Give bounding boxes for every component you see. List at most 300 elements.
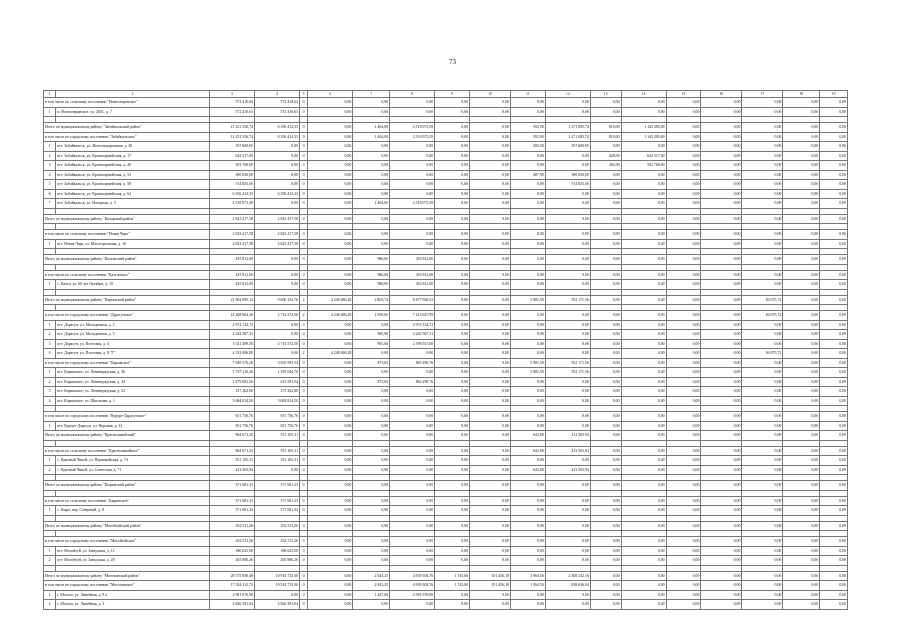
table-cell: 3 684 814,50 xyxy=(254,396,299,406)
table-cell: 0,00 xyxy=(254,170,299,180)
table-cell: 0,00 xyxy=(308,546,353,556)
table-cell: 0,00 xyxy=(308,590,353,600)
table-cell: 0,00 xyxy=(820,571,848,581)
table-cell: 0,00 xyxy=(470,255,511,265)
column-number-10: 10 xyxy=(470,91,511,98)
table-cell: 0,00 xyxy=(510,506,545,516)
table-cell: 0,00 xyxy=(783,571,820,581)
table-cell: 0,00 xyxy=(783,132,820,142)
table-cell: 651 756,76 xyxy=(209,421,254,431)
table-cell: 0,00 xyxy=(353,189,390,199)
table-cell: 0,00 xyxy=(820,537,848,547)
table-cell: 0,00 xyxy=(545,161,590,171)
table-cell: 0,00 xyxy=(701,239,742,249)
table-cell: 0,00 xyxy=(470,590,511,600)
table-cell: 0 xyxy=(300,280,308,290)
table-cell: 0,00 xyxy=(820,151,848,161)
table-cell: 592,90 xyxy=(510,123,545,133)
table-cell: 0,00 xyxy=(783,412,820,422)
table-cell: 1 145 285,00 xyxy=(621,132,666,142)
table-cell: 6 356 414,33 xyxy=(254,189,299,199)
table-cell: 0,00 xyxy=(470,377,511,387)
table-cell: 0,00 xyxy=(701,421,742,431)
table-cell: 0,00 xyxy=(590,521,621,531)
column-number-7: 7 xyxy=(353,91,390,98)
table-cell: 0,00 xyxy=(470,506,511,516)
table-cell: 0,00 xyxy=(353,431,390,441)
table-cell: 0,00 xyxy=(353,170,390,180)
table-cell: 0,00 xyxy=(701,98,742,108)
table-cell: 0,00 xyxy=(545,311,590,321)
table-cell: 0,00 xyxy=(590,456,621,466)
table-cell: 0,00 xyxy=(701,556,742,566)
table-cell: 0,00 xyxy=(783,330,820,340)
table-cell: 0,00 xyxy=(742,132,783,142)
table-cell: 0,00 xyxy=(621,199,666,209)
table-cell: 0,00 xyxy=(666,123,701,133)
table-cell: 0,00 xyxy=(783,142,820,152)
table-cell: 0,00 xyxy=(308,142,353,152)
table-cell: 0 xyxy=(300,481,308,491)
table-cell: 4 939 304,76 xyxy=(390,571,435,581)
table-cell: 2 974 134,72 xyxy=(390,320,435,330)
table-row xyxy=(44,446,848,456)
table-cell: 0,00 xyxy=(783,151,820,161)
table-cell: 0,00 xyxy=(590,537,621,547)
table-cell: 0,00 xyxy=(666,295,701,305)
table-cell: 2 826 391,04 xyxy=(254,600,299,610)
table-cell: 0,00 xyxy=(783,199,820,209)
table-row xyxy=(44,496,848,506)
table-cell: 0 xyxy=(300,537,308,547)
table-cell: 0,00 xyxy=(435,521,470,531)
table-cell: 0,00 xyxy=(783,556,820,566)
table-cell: 0,00 xyxy=(666,368,701,378)
table-cell: 0,00 xyxy=(701,280,742,290)
table-cell: 4 939 304,76 xyxy=(390,581,435,591)
table-cell: 0,00 xyxy=(470,123,511,133)
column-number-6: 6 xyxy=(308,91,353,98)
row-address: пгт. Забайкальск, ул. Красноармейская, д. 17 xyxy=(56,151,210,161)
table-cell: 0 xyxy=(300,506,308,516)
table-cell: 0,00 xyxy=(390,496,435,506)
table-cell: 0,00 xyxy=(590,571,621,581)
table-cell: 0,00 xyxy=(666,590,701,600)
table-cell: 0,00 xyxy=(254,142,299,152)
table-cell: 0,00 xyxy=(353,446,390,456)
table-cell: 0,00 xyxy=(470,239,511,249)
table-cell: 0,00 xyxy=(390,107,435,117)
table-cell: 1 185 044,70 xyxy=(254,368,299,378)
table-cell: 0,00 xyxy=(820,377,848,387)
table-cell: 0,00 xyxy=(254,320,299,330)
table-cell: 0,00 xyxy=(308,280,353,290)
table-cell: 0,00 xyxy=(783,377,820,387)
table-cell: 0,00 xyxy=(545,496,590,506)
table-cell: 0,00 xyxy=(308,239,353,249)
table-cell: 0,00 xyxy=(742,412,783,422)
table-row xyxy=(44,142,848,152)
table-cell: 0,00 xyxy=(510,214,545,224)
table-row xyxy=(44,180,848,190)
table-cell: 0 xyxy=(300,320,308,330)
table-cell: 0,00 xyxy=(254,465,299,475)
table-cell: 0,00 xyxy=(701,412,742,422)
table-cell: 0,00 xyxy=(666,571,701,581)
row-address: пгт. Карымское, ул. Ленинградская, д. 44 xyxy=(56,377,210,387)
table-cell: 0,00 xyxy=(390,180,435,190)
table-row xyxy=(44,581,848,591)
table-cell: 0,00 xyxy=(621,465,666,475)
table-cell: 0,00 xyxy=(820,161,848,171)
table-cell: 0,00 xyxy=(742,255,783,265)
table-cell: 642 517,00 xyxy=(209,151,254,161)
table-cell: 0,00 xyxy=(742,506,783,516)
table-cell: 0,00 xyxy=(701,377,742,387)
table-cell: 0,00 xyxy=(820,98,848,108)
table-row xyxy=(44,590,848,600)
table-cell: 0,00 xyxy=(701,123,742,133)
table-cell: 0,00 xyxy=(742,123,783,133)
row-number: 4 xyxy=(44,349,56,359)
table-cell: 2 714 572,50 xyxy=(254,339,299,349)
table-row xyxy=(44,107,848,117)
column-number-9: 9 xyxy=(435,91,470,98)
table-cell: 0,00 xyxy=(254,180,299,190)
table-cell: 0 xyxy=(300,151,308,161)
table-cell: 0,00 xyxy=(390,556,435,566)
table-cell: 0,00 xyxy=(390,239,435,249)
table-cell: 0,00 xyxy=(783,170,820,180)
table-cell: 413 565,94 xyxy=(545,431,590,441)
table-row xyxy=(44,295,848,305)
table-cell: 0,00 xyxy=(742,465,783,475)
table-cell: 0,00 xyxy=(666,387,701,397)
table-cell: 0,00 xyxy=(510,521,545,531)
row-label: в том числе по сельскому поселению "Новая Чара" xyxy=(44,230,210,240)
table-cell: 0,00 xyxy=(783,189,820,199)
table-cell: 0,00 xyxy=(820,556,848,566)
table-cell: 0,00 xyxy=(254,255,299,265)
table-cell: 0,00 xyxy=(666,506,701,516)
table-cell: 0,00 xyxy=(590,368,621,378)
table-row xyxy=(44,465,848,475)
row-address: с. Красный Чикой, ул. Первомайская, д. 74 xyxy=(56,456,210,466)
table-cell: 0,00 xyxy=(666,465,701,475)
table-cell: 0,00 xyxy=(783,320,820,330)
table-cell: 0,00 xyxy=(470,537,511,547)
table-cell: 9 600 132,76 xyxy=(254,295,299,305)
table-cell: 0,00 xyxy=(590,506,621,516)
table-cell: 6 356 414,33 xyxy=(254,123,299,133)
table-cell: 0,00 xyxy=(590,349,621,359)
table-cell: 1 464,00 xyxy=(353,132,390,142)
table-cell: 9 xyxy=(300,123,308,133)
table-cell: 0,00 xyxy=(308,506,353,516)
table-cell: 2 803,74 xyxy=(353,295,390,305)
table-cell: 265 886,26 xyxy=(254,556,299,566)
table-cell: 1 930,00 xyxy=(353,311,390,321)
table-cell: 651 756,76 xyxy=(209,412,254,422)
table-cell: 0,00 xyxy=(435,142,470,152)
table-cell: 0,00 xyxy=(545,506,590,516)
table-cell: 0,00 xyxy=(545,280,590,290)
table-cell: 0,00 xyxy=(590,320,621,330)
table-row xyxy=(44,412,848,422)
table-cell: 0,00 xyxy=(590,581,621,591)
table-cell: 0,00 xyxy=(390,465,435,475)
table-cell: 0,00 xyxy=(820,239,848,249)
table-cell: 0,00 xyxy=(701,270,742,280)
table-cell: 0,00 xyxy=(545,456,590,466)
table-cell: 0,00 xyxy=(590,377,621,387)
table-cell: 551 105,31 xyxy=(254,456,299,466)
column-number-17: 17 xyxy=(742,91,783,98)
table-cell: 0,00 xyxy=(510,311,545,321)
table-cell: 0,00 xyxy=(820,481,848,491)
table-cell: 0,00 xyxy=(545,199,590,209)
row-number: 1 xyxy=(44,142,56,152)
table-cell: 0,00 xyxy=(701,214,742,224)
table-cell: 0,00 xyxy=(308,377,353,387)
row-label: в том числе по городскому поселению "Могочинское" xyxy=(44,581,210,591)
table-cell: 0,00 xyxy=(783,521,820,531)
table-cell: 0,00 xyxy=(590,98,621,108)
table-cell: 0,00 xyxy=(390,214,435,224)
table-cell: 0,00 xyxy=(666,180,701,190)
table-cell: 0,00 xyxy=(510,270,545,280)
table-cell: 0,00 xyxy=(621,189,666,199)
table-cell: 0,00 xyxy=(783,506,820,516)
table-cell: 0,00 xyxy=(783,161,820,171)
table-cell: 2 823 417,58 xyxy=(254,239,299,249)
table-cell: 0,00 xyxy=(470,151,511,161)
table-cell: 1 564,50 xyxy=(510,581,545,591)
table-row xyxy=(44,481,848,491)
table-cell: 0,00 xyxy=(621,537,666,547)
table-cell: 514 655,00 xyxy=(545,180,590,190)
row-number: 4 xyxy=(44,170,56,180)
table-cell: 0,00 xyxy=(545,98,590,108)
table-cell: 0,00 xyxy=(353,546,390,556)
table-cell: 0 xyxy=(300,556,308,566)
table-cell: 0,00 xyxy=(470,600,511,610)
table-cell: 0,00 xyxy=(621,546,666,556)
column-number-12: 12 xyxy=(545,91,590,98)
table-cell: 502 768,00 xyxy=(209,161,254,171)
table-cell: 0,00 xyxy=(510,556,545,566)
table-cell: 0 xyxy=(300,358,308,368)
table-cell: 0,00 xyxy=(545,230,590,240)
table-cell: 651 756,76 xyxy=(254,421,299,431)
table-cell: 0 xyxy=(300,571,308,581)
table-cell: 0,00 xyxy=(545,546,590,556)
table-cell: 0,00 xyxy=(308,396,353,406)
table-cell: 0,00 xyxy=(254,590,299,600)
row-address: с. Красный Чикой, ул. Советская, д. 71 xyxy=(56,465,210,475)
table-cell: 0,00 xyxy=(701,189,742,199)
table-cell: 0,00 xyxy=(510,255,545,265)
table-cell: 0,00 xyxy=(390,421,435,431)
table-cell: 0,00 xyxy=(621,107,666,117)
table-cell: 0,00 xyxy=(783,123,820,133)
table-cell: 0,00 xyxy=(435,189,470,199)
table-cell: 0,00 xyxy=(742,521,783,531)
table-cell: 0,00 xyxy=(701,199,742,209)
table-cell: 0,00 xyxy=(308,189,353,199)
table-cell: 0,00 xyxy=(701,481,742,491)
table-row xyxy=(44,521,848,531)
table-cell: 0,00 xyxy=(666,311,701,321)
table-cell: 0,00 xyxy=(590,556,621,566)
table-cell: 0,00 xyxy=(666,199,701,209)
table-cell: 14 268 864,36 xyxy=(209,311,254,321)
table-cell: 0 xyxy=(300,339,308,349)
row-address: пгт. Новая Чара, ул. Магистральная, д. 16 xyxy=(56,239,210,249)
table-cell: 7 049 376,26 xyxy=(209,358,254,368)
table-cell: 0,00 xyxy=(590,590,621,600)
column-number-3: 3 xyxy=(209,91,254,98)
table-cell: 0,00 xyxy=(435,421,470,431)
table-cell: 0,00 xyxy=(390,142,435,152)
row-address: пгт. Могойтуй, ул. Заводская, д. 28 xyxy=(56,556,210,566)
table-cell: 0,00 xyxy=(545,556,590,566)
table-cell: 0,00 xyxy=(353,496,390,506)
table-cell: 0,00 xyxy=(783,546,820,556)
table-cell: 0,00 xyxy=(742,161,783,171)
table-cell: 0,00 xyxy=(621,581,666,591)
table-row xyxy=(44,255,848,265)
table-cell: 0 xyxy=(300,521,308,531)
table-cell: 452 511,26 xyxy=(254,537,299,547)
table-cell: 0,00 xyxy=(510,189,545,199)
table-cell: 0,00 xyxy=(470,521,511,531)
table-cell: 0,00 xyxy=(783,590,820,600)
row-number: 1 xyxy=(44,368,56,378)
table-cell: 0,00 xyxy=(353,421,390,431)
table-cell: 0,00 xyxy=(510,546,545,556)
table-cell: 0 xyxy=(300,239,308,249)
table-cell: 5 311 499,50 xyxy=(209,339,254,349)
table-cell: 0,00 xyxy=(470,421,511,431)
row-number: 4 xyxy=(44,396,56,406)
table-cell: 552 171,56 xyxy=(545,358,590,368)
table-cell: 0,00 xyxy=(390,368,435,378)
table-cell: 0,00 xyxy=(590,170,621,180)
table-cell: 0,00 xyxy=(701,506,742,516)
table-row xyxy=(44,239,848,249)
table-cell: 0,00 xyxy=(390,161,435,171)
table-cell: 0,00 xyxy=(621,349,666,359)
page-number: 73 xyxy=(449,58,456,66)
table-cell: 0,00 xyxy=(621,339,666,349)
table-cell: 0,00 xyxy=(308,270,353,280)
table-row xyxy=(44,396,848,406)
table-cell: 0,00 xyxy=(590,446,621,456)
table-cell: 413 565,94 xyxy=(209,465,254,475)
table-row xyxy=(44,189,848,199)
table-cell: 0,00 xyxy=(254,349,299,359)
table-cell: 0,00 xyxy=(783,255,820,265)
table-cell: 0,00 xyxy=(308,571,353,581)
table-cell: 0,00 xyxy=(545,270,590,280)
table-cell: 0,00 xyxy=(742,230,783,240)
table-cell: 0,00 xyxy=(666,421,701,431)
table-cell: 0,00 xyxy=(742,377,783,387)
table-cell: 0,00 xyxy=(435,349,470,359)
table-cell: 0,00 xyxy=(435,412,470,422)
table-cell: 0,00 xyxy=(666,214,701,224)
table-cell: 0,00 xyxy=(435,456,470,466)
table-cell: 643,80 xyxy=(510,431,545,441)
table-cell: 0,00 xyxy=(435,546,470,556)
table-cell: 1 271 085,74 xyxy=(545,123,590,133)
table-cell: 0,00 xyxy=(545,521,590,531)
row-label: Итого по муниципальному району "Могойтуйский район" xyxy=(44,521,210,531)
table-cell: 0,00 xyxy=(820,230,848,240)
table-cell: 452 511,26 xyxy=(254,521,299,531)
table-cell: 0,00 xyxy=(353,239,390,249)
table-cell: 0,00 xyxy=(621,387,666,397)
table-row xyxy=(44,214,848,224)
table-cell: 0,00 xyxy=(820,214,848,224)
table-cell: 0,00 xyxy=(701,431,742,441)
table-cell: 0,00 xyxy=(666,330,701,340)
table-cell: 0,00 xyxy=(666,170,701,180)
table-cell: 0,00 xyxy=(308,123,353,133)
table-cell: 810,00 xyxy=(590,132,621,142)
table-cell: 0 xyxy=(300,170,308,180)
table-cell: 0,00 xyxy=(353,230,390,240)
table-cell: 0,00 xyxy=(435,180,470,190)
row-label: в том числе по сельскому поселению "Калганское" xyxy=(44,270,210,280)
table-row xyxy=(44,506,848,516)
table-cell: 0,00 xyxy=(353,556,390,566)
table-cell: 0,00 xyxy=(820,412,848,422)
table-cell: 0,00 xyxy=(742,556,783,566)
table-cell: 0,00 xyxy=(621,456,666,466)
table-row xyxy=(44,280,848,290)
table-cell: 0,00 xyxy=(820,396,848,406)
table-cell: 0,00 xyxy=(435,358,470,368)
table-cell: 0,00 xyxy=(666,349,701,359)
table-cell: 0,00 xyxy=(470,311,511,321)
table-cell: 0,00 xyxy=(470,161,511,171)
table-cell: 0,00 xyxy=(435,214,470,224)
column-number-15: 15 xyxy=(666,91,701,98)
table-cell: 0,00 xyxy=(308,180,353,190)
table-cell: 0,00 xyxy=(470,368,511,378)
table-cell: 0,00 xyxy=(820,590,848,600)
table-cell: 0,00 xyxy=(820,132,848,142)
table-cell: 0,00 xyxy=(308,320,353,330)
table-cell: 0,00 xyxy=(470,199,511,209)
table-cell: 0,00 xyxy=(701,590,742,600)
table-cell: 0,00 xyxy=(510,349,545,359)
table-cell: 0,00 xyxy=(308,199,353,209)
table-cell: 1 464,00 xyxy=(353,199,390,209)
table-cell: 0,00 xyxy=(435,387,470,397)
table-row xyxy=(44,270,848,280)
table-cell: 2 242 567,31 xyxy=(209,330,254,340)
row-number: 2 xyxy=(44,600,56,610)
table-cell: 0,00 xyxy=(666,431,701,441)
table-cell: 2 242 567,31 xyxy=(390,330,435,340)
table-cell: 0,00 xyxy=(435,98,470,108)
table-cell: 0,00 xyxy=(621,255,666,265)
table-cell: 0,00 xyxy=(820,506,848,516)
table-cell: 17 024 112,72 xyxy=(209,581,254,591)
